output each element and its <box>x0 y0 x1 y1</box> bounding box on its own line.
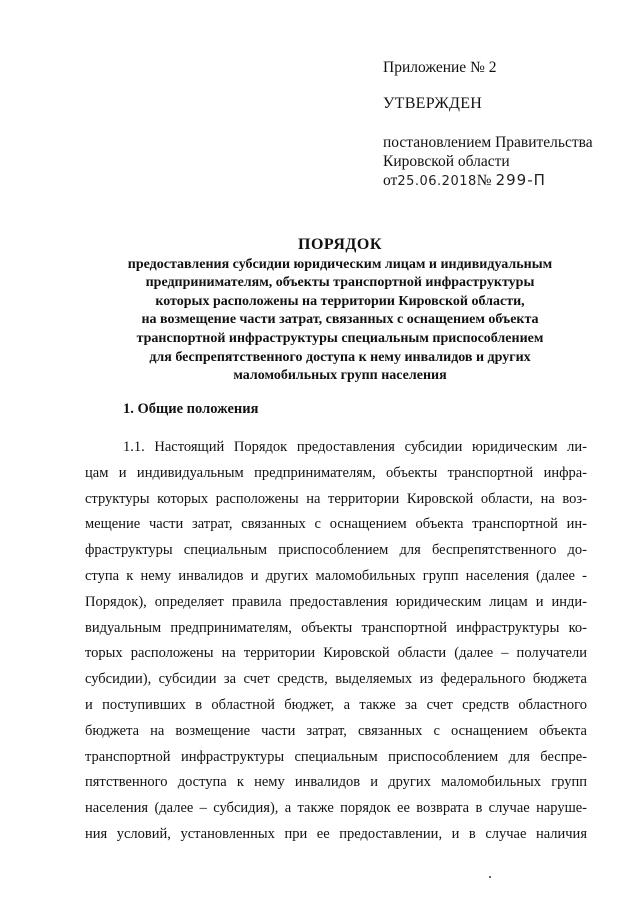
resolution-reference <box>383 133 623 191</box>
title-line: для беспрепятственного доступа к нему инвалидов и других <box>149 349 531 365</box>
resolution-line: Кировской области <box>383 153 510 170</box>
paragraph-line: 1.1. Настоящий Порядок предоставления субсидии юридическим ли- <box>123 439 587 455</box>
paragraph-line: цам и индивидуальным предпринимателям, объекты транспортной инфра- <box>85 464 587 481</box>
title-line: которых расположены на территории Кировской области, <box>155 293 525 309</box>
paragraph-line: и поступивших в областной бюджет, а также за счет средств областного <box>85 696 587 713</box>
approval-block <box>383 58 623 191</box>
paragraph-line: пятственного доступа к нему инвалидов и других маломобильных групп <box>85 774 587 791</box>
resolution-date-line <box>383 172 546 189</box>
paragraph-line: населения (далее – субсидия), а также порядок ее возврата в случае наруше- <box>85 800 587 817</box>
paragraph-line: торых расположены на территории Кировской области (далее – получатели <box>85 645 587 662</box>
scan-speck <box>489 876 491 878</box>
date-prefix: от <box>383 172 398 189</box>
handwritten-date: 25.06.2018 <box>397 174 477 189</box>
paragraph-line: фраструктуры специальным приспособлением для беспрепятственного до- <box>85 542 587 559</box>
paragraph-line: ступа к нему инвалидов и других маломобильных групп населения (далее - <box>85 567 587 584</box>
handwritten-number: 299-П <box>495 171 546 189</box>
title-line: транспортной инфраструктуры специальным приспособлением <box>136 330 544 346</box>
section-heading: 1. Общие положения <box>123 401 259 417</box>
number-sign: № <box>476 172 492 189</box>
approved-stamp-text: УТВЕРЖДЕН <box>383 95 483 112</box>
title-line: маломобильных групп населения <box>233 368 447 384</box>
title-line: на возмещение части затрат, связанных с оснащением объекта <box>141 312 539 328</box>
title-heading: ПОРЯДОК <box>298 236 382 253</box>
paragraph-line: видуальным предпринимателям, объекты транспортной инфраструктуры ко- <box>85 619 587 636</box>
appendix-label: Приложение № 2 <box>383 59 497 76</box>
title-line: предоставления субсидии юридическим лицам и индивидуальным <box>127 256 553 272</box>
paragraph-line: транспортной инфраструктуры специальным приспособлением для беспре- <box>85 748 587 765</box>
paragraph-line: Порядок), определяет правила предоставления юридическим лицам и инди- <box>85 593 587 610</box>
paragraph-line: ния условий, установленных при ее предоставлении, и в случае наличия <box>85 825 587 842</box>
resolution-line: постановлением Правительства <box>383 134 593 151</box>
document-title <box>80 236 600 386</box>
paragraph-line: структуры которых расположены на территории Кировской области, на воз- <box>85 490 587 507</box>
body-paragraph <box>85 435 587 848</box>
paragraph-line: мещение части затрат, связанных с оснащением объекта транспортной ин- <box>85 516 587 533</box>
paragraph-line: бюджета на возмещение части затрат, связанных с оснащением объекта <box>85 722 587 739</box>
title-line: предпринимателям, объекты транспортной инфраструктуры <box>145 275 535 291</box>
paragraph-line: субсидии), субсидии за счет средств, выделяемых из федерального бюджета <box>85 671 587 688</box>
